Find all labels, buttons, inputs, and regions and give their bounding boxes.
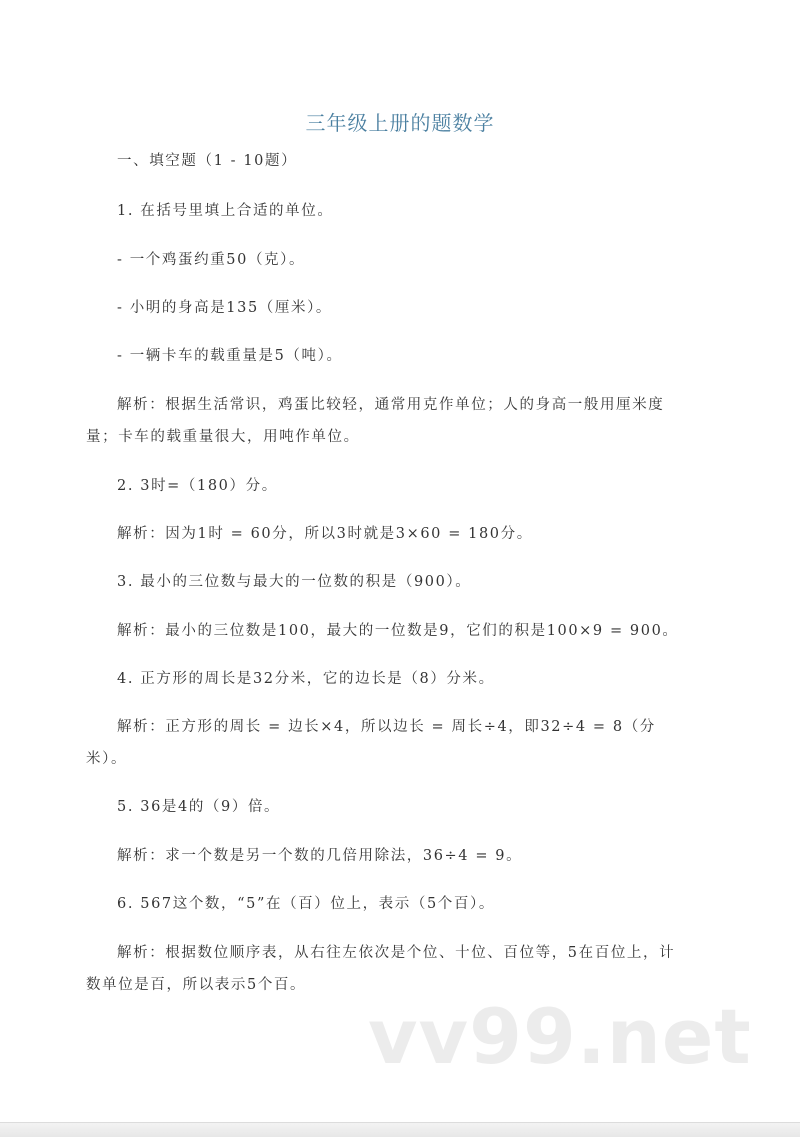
explanation-3: 解析：最小的三位数是100，最大的一位数是9，它们的积是100×9 = 900。 [117, 623, 679, 639]
question-1: 1. 在括号里填上合适的单位。 [117, 203, 334, 219]
question-1-item-egg: - 一个鸡蛋约重50（克）。 [117, 252, 306, 268]
explanation-1-cont: 量；卡车的载重量很大，用吨作单位。 [86, 429, 360, 445]
explanation-2: 解析：因为1时 = 60分，所以3时就是3×60 = 180分。 [117, 526, 533, 542]
explanation-4-cont: 米）。 [86, 751, 128, 767]
watermark: vv99.net [368, 992, 752, 1081]
question-2: 2. 3时=（180）分。 [117, 478, 278, 494]
explanation-5: 解析：求一个数是另一个数的几倍用除法，36÷4 = 9。 [117, 848, 523, 864]
explanation-6: 解析：根据数位顺序表，从右往左依次是个位、十位、百位等，5在百位上，计 [117, 945, 676, 961]
question-1-item-truck: - 一辆卡车的载重量是5（吨）。 [117, 348, 343, 364]
question-1-item-height: - 小明的身高是135（厘米）。 [117, 300, 333, 316]
section-heading: 一、填空题（1 - 10题） [117, 153, 298, 169]
question-6: 6. 567这个数，“5”在（百）位上，表示（5个百）。 [117, 896, 495, 912]
question-5: 5. 36是4的（9）倍。 [117, 799, 281, 815]
explanation-4: 解析：正方形的周长 = 边长×4，所以边长 = 周长÷4，即32÷4 = 8（分 [117, 719, 656, 735]
page-bottom-edge [0, 1122, 800, 1137]
question-3: 3. 最小的三位数与最大的一位数的积是（900）。 [117, 574, 472, 590]
question-4: 4. 正方形的周长是32分米，它的边长是（8）分米。 [117, 671, 495, 687]
explanation-6-cont: 数单位是百，所以表示5个百。 [86, 977, 307, 993]
document-title: 三年级上册的题数学 [305, 111, 495, 135]
explanation-1: 解析：根据生活常识，鸡蛋比较轻，通常用克作单位；人的身高一般用厘米度 [117, 397, 665, 413]
